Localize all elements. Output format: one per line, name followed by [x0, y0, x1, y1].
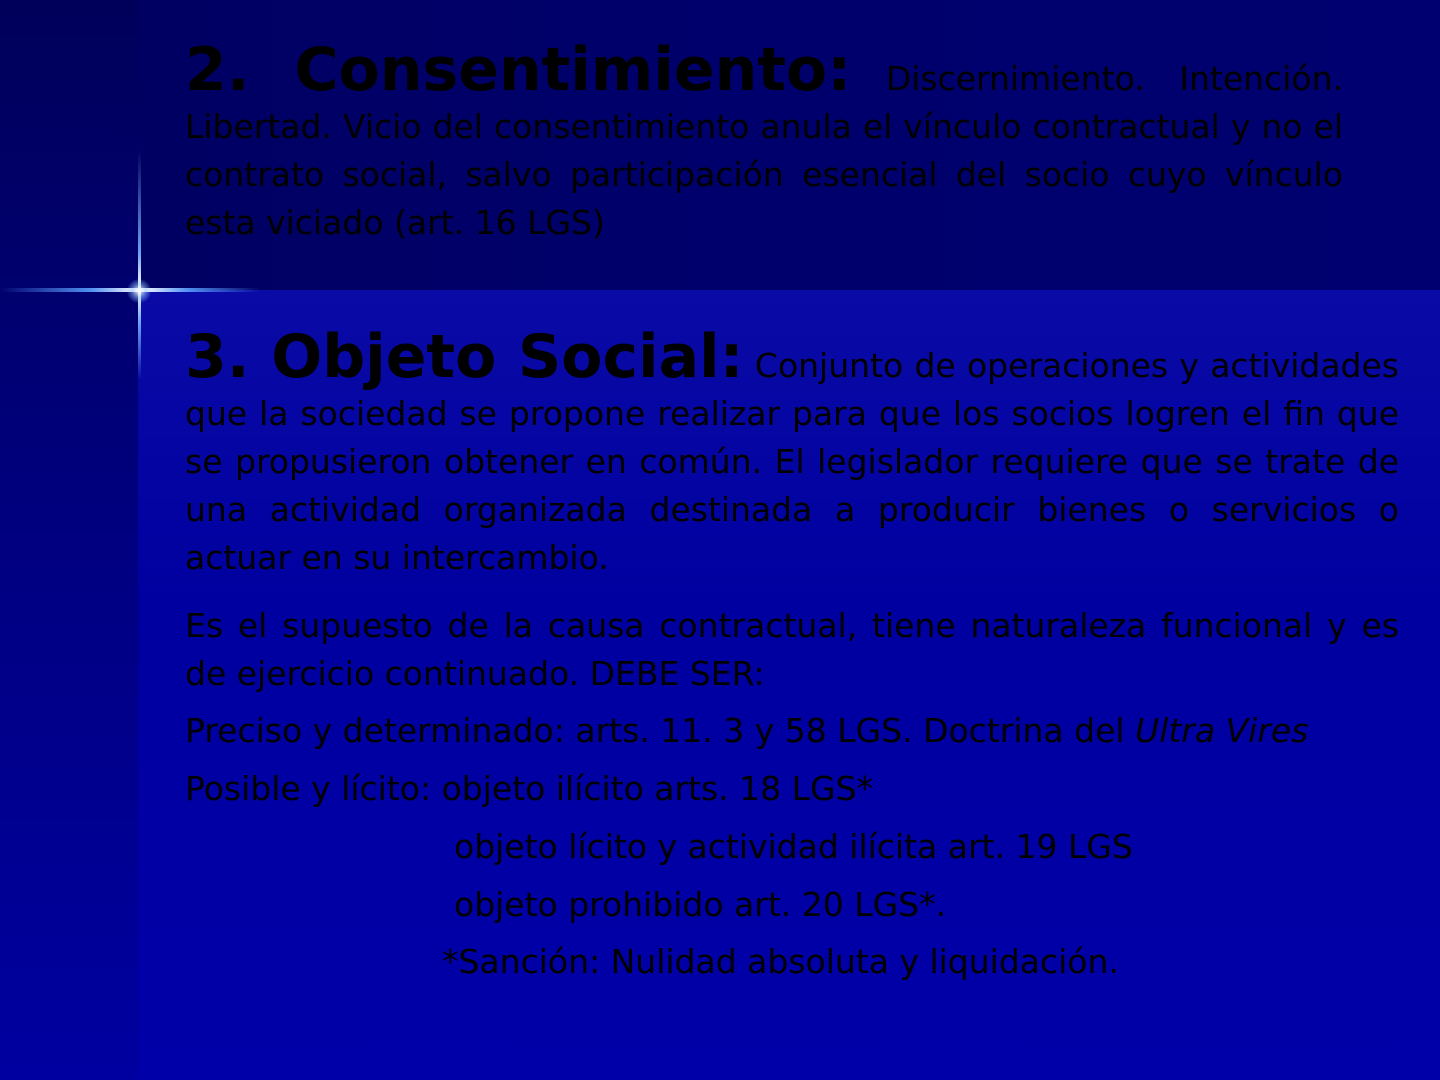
objeto-prohibido-line: objeto prohibido art. 20 LGS*. [454, 885, 947, 924]
consentimiento-heading: 2. Consentimiento: [185, 35, 852, 105]
ultra-vires-italic: Ultra Vires [1135, 711, 1309, 750]
objeto-posible-line: Posible y lícito: objeto ilícito arts. 18 LGS* [185, 769, 874, 808]
sancion-line: *Sanción: Nulidad absoluta y liquidación. [442, 942, 1119, 981]
sparkle-star-icon [127, 279, 151, 303]
objeto-preciso-line [185, 707, 1399, 755]
section-objeto-social [185, 322, 1399, 582]
section-consentimiento [185, 35, 1343, 247]
objeto-body: Conjunto de operaciones y actividades que la sociedad se propone realizar para que los socios logren el fin que se propusieron obtener en común. El legislador requiere que se trate de una actividad organizada destinada a producir bienes o servicios o actuar en su intercambio. [185, 346, 1399, 577]
preciso-text: Preciso y determinado: arts. 11. 3 y 58 LGS. Doctrina del [185, 711, 1136, 750]
objeto-licito-line: objeto lícito y actividad ilícita art. 19 LGS [454, 827, 1133, 866]
sparkle-vertical-ray [138, 150, 141, 380]
objeto-causa-paragraph: Es el supuesto de la causa contractual, tiene naturaleza funcional y es de ejercicio continuado. DEBE SER: [185, 606, 1399, 693]
left-background-band [0, 0, 138, 1080]
objeto-heading: 3. Objeto Social: [185, 322, 744, 392]
consentimiento-body: Discernimiento. Intención. Libertad. Vicio del consentimiento anula el vínculo contractual y no el contrato social, salvo participación esencial del socio cuyo vínculo esta viciado (art. 16 LGS) [185, 59, 1343, 242]
